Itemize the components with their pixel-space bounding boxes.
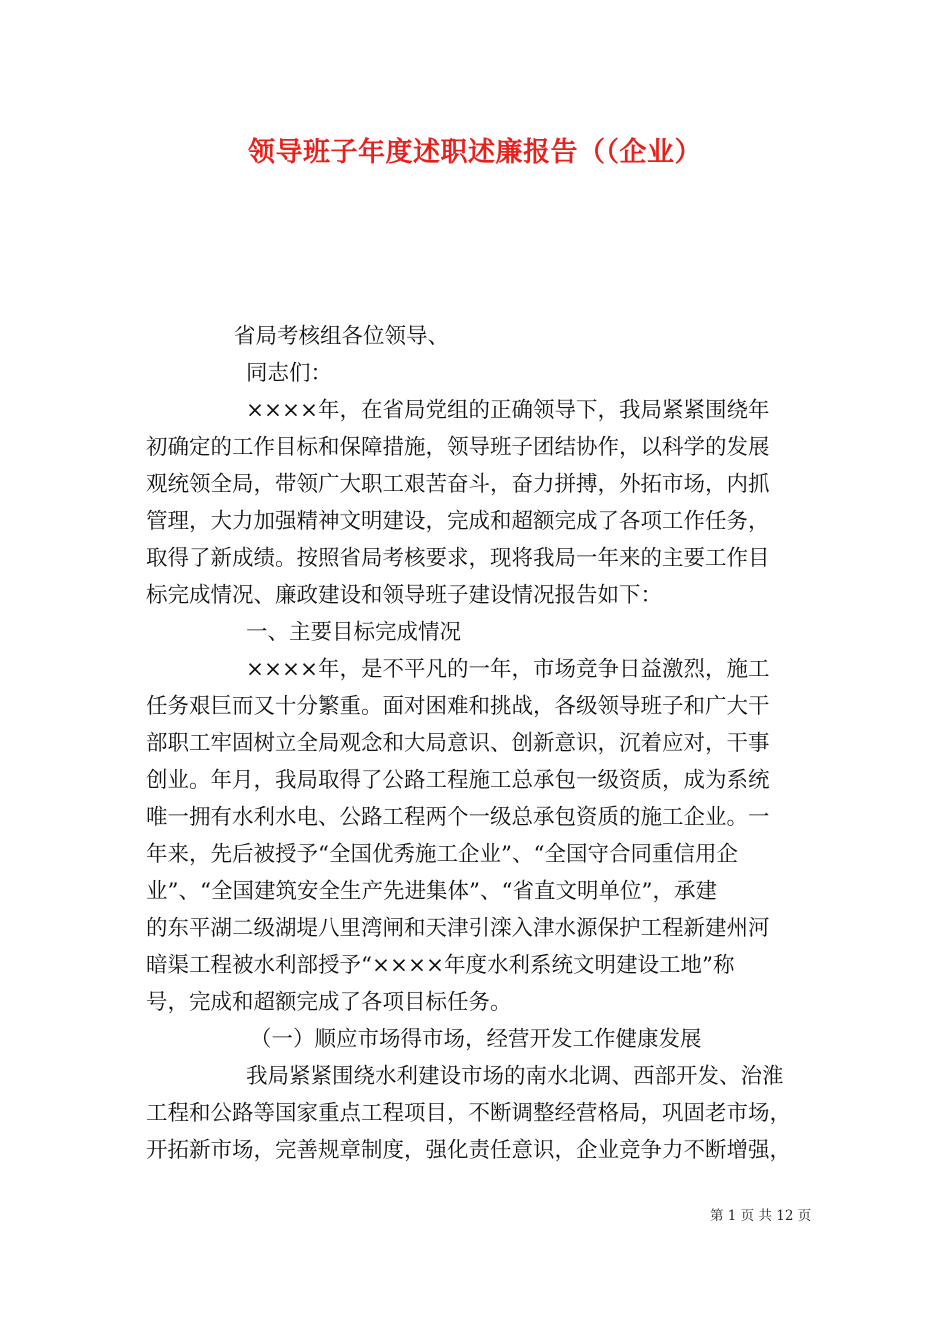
text-line: 创业。年月，我局取得了公路工程施工总承包一级资质，成为系统 — [146, 768, 770, 793]
page-number: 第 1 页 共 12 页 — [710, 1208, 812, 1224]
text-line: 初确定的工作目标和保障措施，领导班子团结协作，以科学的发展 — [146, 435, 770, 460]
salutation-line: 省局考核组各位领导、 — [234, 324, 450, 349]
text-line: 的东平湖二级湖堤八里湾闸和天津引滦入津水源保护工程新建州河 — [146, 916, 770, 941]
text-line: 号，完成和超额完成了各项目标任务。 — [146, 990, 512, 1015]
document-title: 领导班子年度述职述廉报告（（企业） — [248, 137, 702, 168]
text-line: 一、主要目标完成情况 — [246, 620, 462, 645]
document-body — [146, 318, 810, 1169]
text-line: 年来，先后被授予“全国优秀施工企业”、“全国守合同重信用企 — [146, 842, 738, 867]
text-line: 取得了新成绩。按照省局考核要求，现将我局一年来的主要工作目 — [146, 546, 770, 571]
text-line: 标完成情况、廉政建设和领导班子建设情况报告如下： — [146, 583, 663, 608]
text-line: ××××年，在省局党组的正确领导下，我局紧紧围绕年 — [246, 398, 770, 423]
text-line: 业”、“全国建筑安全生产先进集体”、“省直文明单位”，承建 — [146, 879, 717, 904]
text-line: 开拓新市场，完善规章制度，强化责任意识，企业竞争力不断增强， — [146, 1138, 792, 1163]
text-line: 部职工牢固树立全局观念和大局意识、创新意识，沉着应对，干事 — [146, 731, 770, 756]
paragraph-lines — [146, 392, 810, 1169]
text-line: 唯一拥有水利水电、公路工程两个一级总承包资质的施工企业。一 — [146, 805, 770, 830]
salutation-line: 同志们： — [246, 361, 333, 386]
text-line: 管理，大力加强精神文明建设，完成和超额完成了各项工作任务， — [146, 509, 770, 534]
text-line: 观统领全局，带领广大职工艰苦奋斗，奋力拼搏，外拓市场，内抓 — [146, 472, 770, 497]
text-line: 我局紧紧围绕水利建设市场的南水北调、西部开发、治淮 — [246, 1064, 784, 1089]
text-line: 工程和公路等国家重点工程项目，不断调整经营格局，巩固老市场， — [146, 1101, 792, 1126]
text-line: （一）顺应市场得市场，经营开发工作健康发展 — [250, 1027, 702, 1052]
text-line: ××××年，是不平凡的一年，市场竞争日益激烈，施工 — [246, 657, 770, 682]
text-line: 暗渠工程被水利部授予“××××年度水利系统文明建设工地”称 — [146, 953, 735, 978]
text-line: 任务艰巨而又十分繁重。面对困难和挑战，各级领导班子和广大干 — [146, 694, 770, 719]
